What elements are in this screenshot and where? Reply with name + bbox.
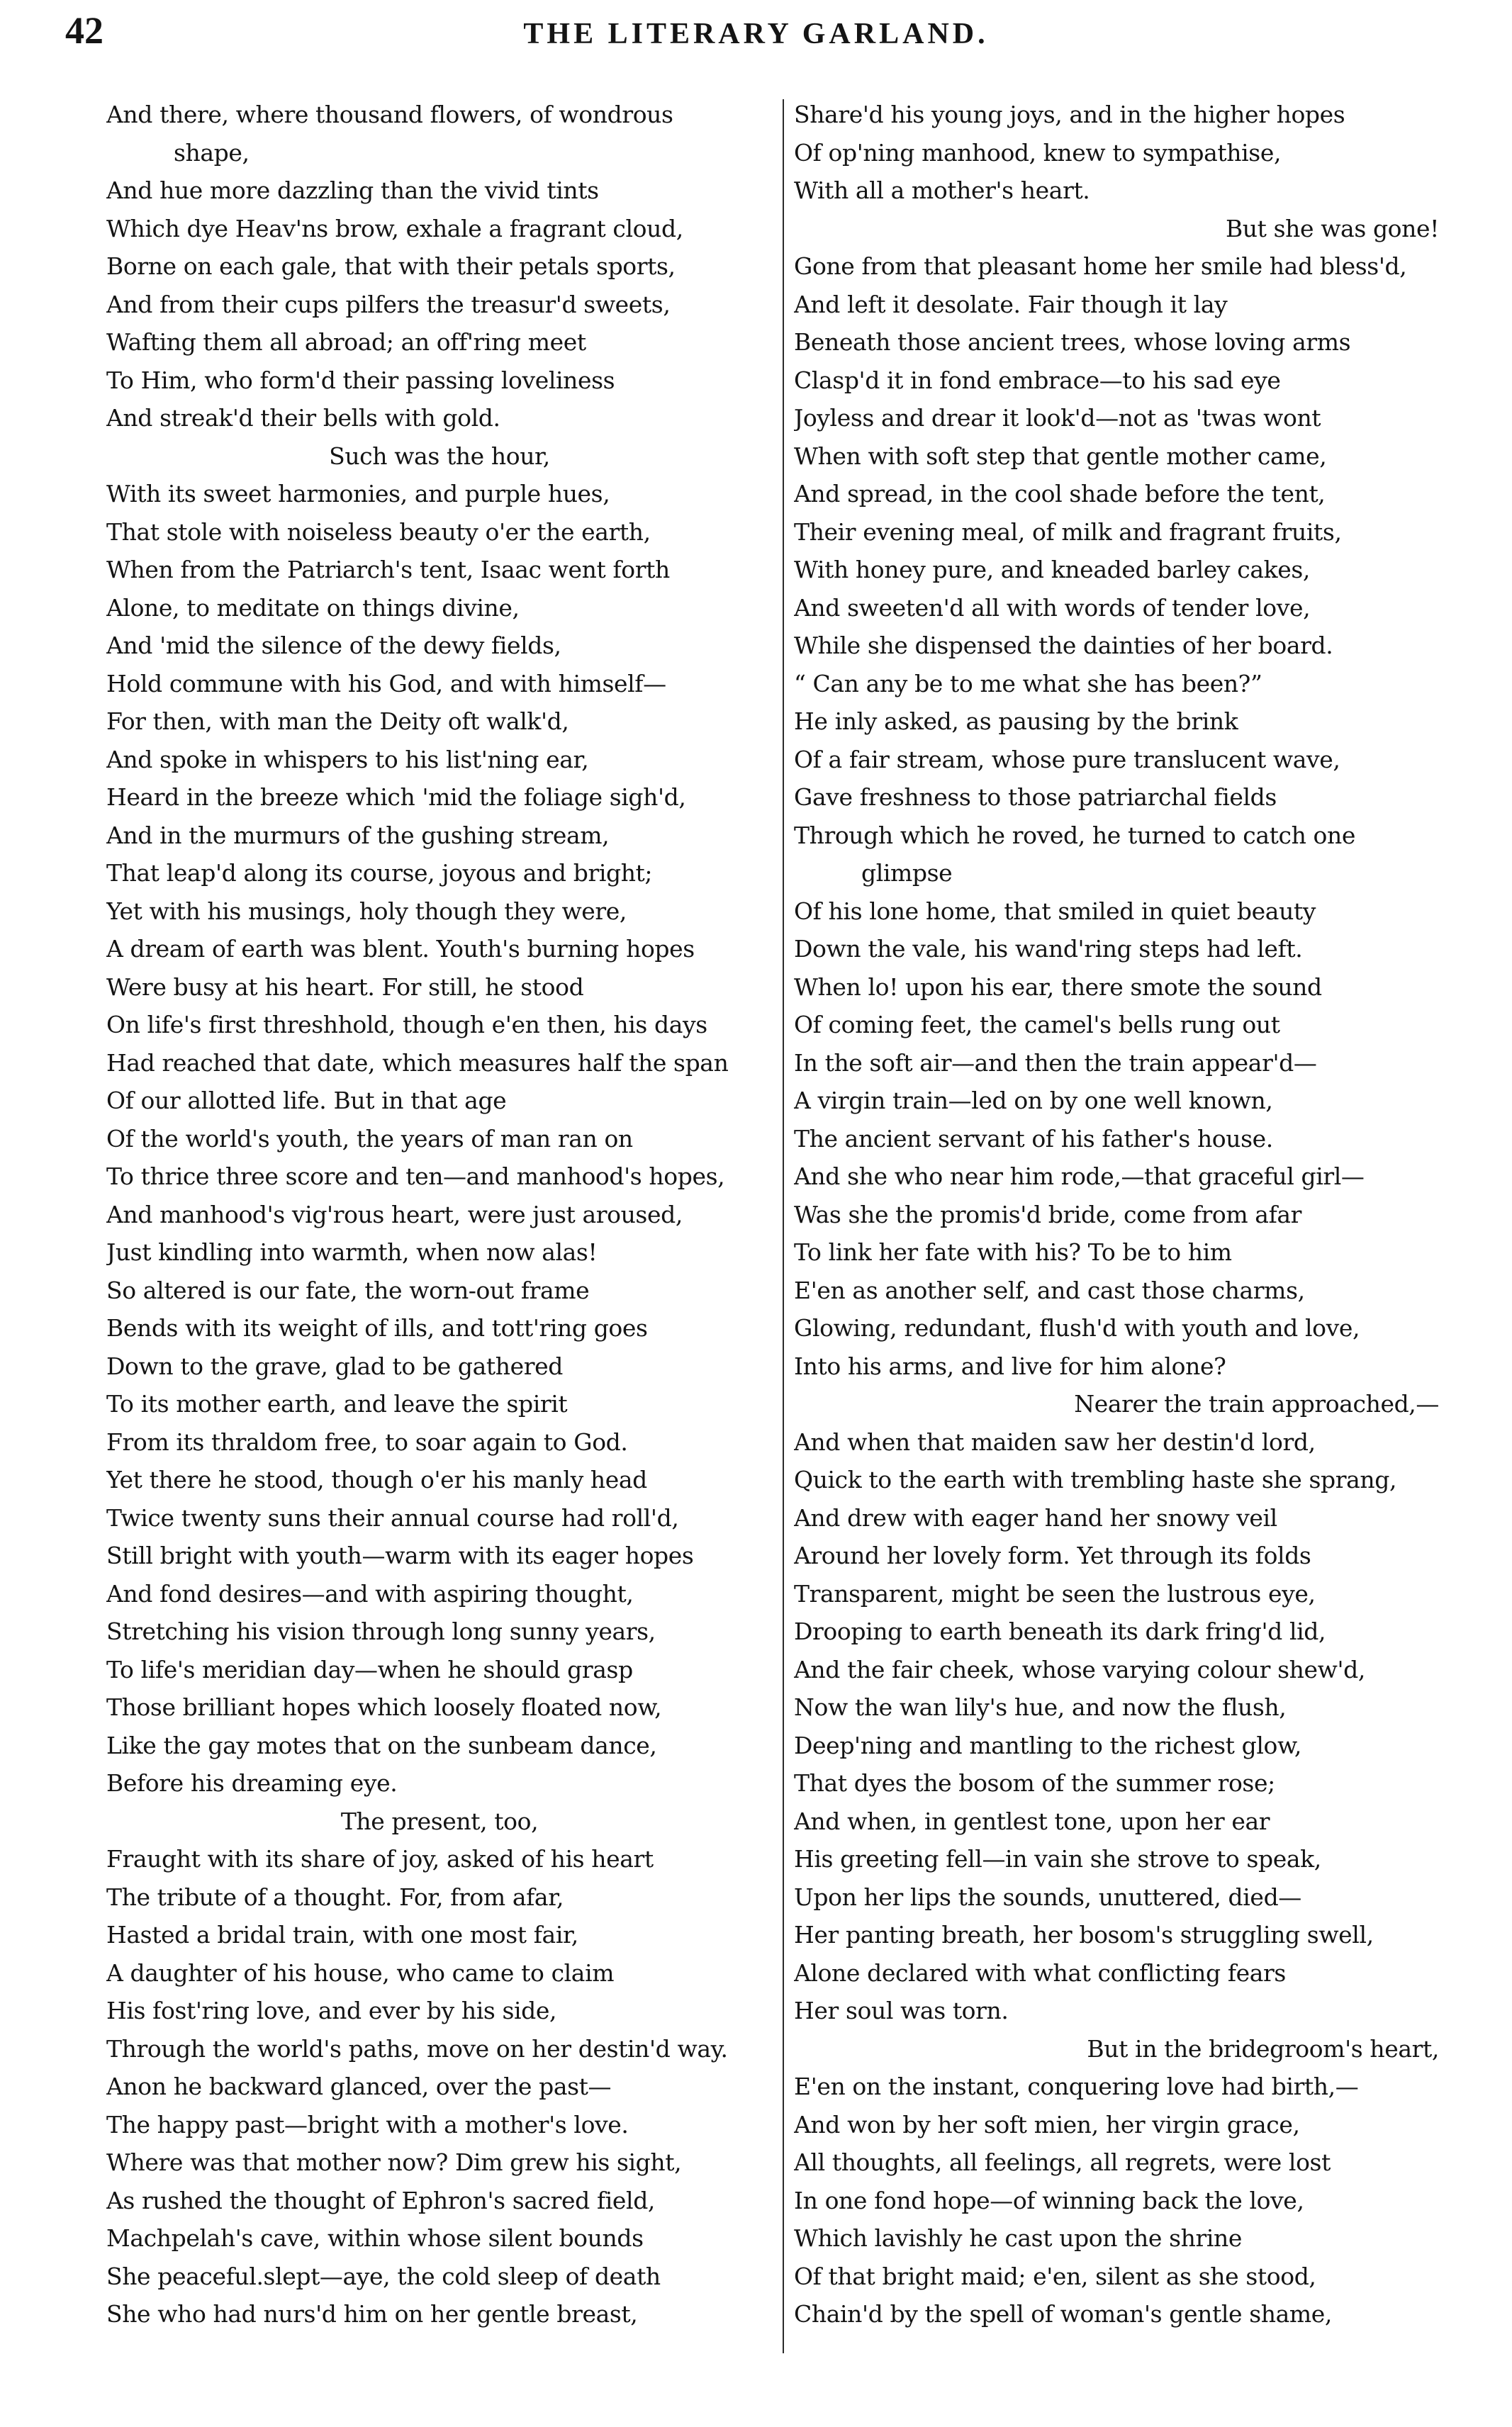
verse-line: Fraught with its share of joy, asked of his heart bbox=[106, 1845, 654, 1873]
verse-line: To life's meridian day—when he should grasp bbox=[106, 1655, 633, 1683]
verse-line: To link her fate with his? To be to him bbox=[794, 1238, 1232, 1266]
verse-line: And there, where thousand flowers, of wondrous bbox=[106, 101, 673, 128]
verse-line: And won by her soft mien, her virgin grace, bbox=[794, 2110, 1300, 2139]
verse-line: Was she the promis'd bride, come from afar bbox=[794, 1200, 1302, 1228]
verse-line: Anon he backward glanced, over the past— bbox=[106, 2073, 612, 2100]
verse-line: Yet with his musings, holy though they were, bbox=[106, 897, 627, 925]
verse-line: Transparent, might be seen the lustrous eye, bbox=[794, 1579, 1316, 1608]
verse-line: All thoughts, all feelings, all regrets, were lost bbox=[794, 2148, 1331, 2176]
verse-line: Such was the hour, bbox=[329, 442, 550, 470]
verse-line: But in the bridegroom's heart, bbox=[1087, 2034, 1439, 2063]
verse-line: And when, in gentlest tone, upon her ear bbox=[794, 1807, 1270, 1835]
verse-line: shape, bbox=[174, 138, 250, 167]
verse-line: And spoke in whispers to his list'ning ear, bbox=[106, 745, 589, 773]
verse-line: Machpelah's cave, within whose silent bounds bbox=[106, 2224, 644, 2252]
verse-line: Glowing, redundant, flush'd with youth and love, bbox=[794, 1314, 1360, 1342]
verse-line: When with soft step that gentle mother came, bbox=[794, 442, 1327, 470]
verse-line: Share'd his young joys, and in the higher hopes bbox=[794, 101, 1345, 128]
verse-line: Alone declared with what conflicting fears bbox=[794, 1958, 1286, 1987]
verse-line: Of the world's youth, the years of man ran on bbox=[106, 1124, 633, 1153]
verse-line: Of his lone home, that smiled in quiet beauty bbox=[794, 897, 1316, 925]
verse-line: Where was that mother now? Dim grew his sight, bbox=[106, 2148, 682, 2176]
verse-line: Those brilliant hopes which loosely floated now, bbox=[106, 1693, 662, 1721]
verse-line: In the soft air—and then the train appear'd— bbox=[794, 1048, 1317, 1077]
verse-line: The tribute of a thought. For, from afar, bbox=[106, 1883, 564, 1911]
verse-line: Their evening meal, of milk and fragrant fruits, bbox=[794, 517, 1342, 546]
verse-line: Drooping to earth beneath its dark fring'd lid, bbox=[794, 1618, 1326, 1645]
verse-line: Gave freshness to those patriarchal fields bbox=[794, 783, 1277, 811]
verse-line: Down the vale, his wand'ring steps had left. bbox=[794, 935, 1303, 963]
verse-line: With all a mother's heart. bbox=[794, 176, 1090, 204]
verse-line: Had reached that date, which measures half the span bbox=[106, 1048, 729, 1077]
verse-line: Of that bright maid; e'en, silent as she stood, bbox=[794, 2262, 1316, 2290]
verse-line: To its mother earth, and leave the spirit bbox=[106, 1390, 568, 1418]
verse-line: Of our allotted life. But in that age bbox=[106, 1087, 507, 1114]
verse-line: With honey pure, and kneaded barley cakes, bbox=[794, 556, 1310, 583]
verse-line: That stole with noiseless beauty o'er the earth, bbox=[106, 517, 651, 546]
verse-line: When lo! upon his ear, there smote the sound bbox=[794, 973, 1322, 1001]
verse-line: Nearer the train approached,— bbox=[1074, 1390, 1439, 1418]
verse-line: And fond desires—and with aspiring thought, bbox=[106, 1579, 634, 1608]
verse-line: Her soul was torn. bbox=[794, 1997, 1009, 2024]
verse-line: Before his dreaming eye. bbox=[106, 1769, 398, 1797]
verse-line: Were busy at his heart. For still, he stood bbox=[106, 973, 584, 1001]
verse-line: Borne on each gale, that with their petals sports, bbox=[106, 252, 676, 280]
verse-line: And streak'd their bells with gold. bbox=[106, 404, 500, 432]
verse-line: Joyless and drear it look'd—not as 'twas wont bbox=[794, 404, 1321, 432]
verse-line: Now the wan lily's hue, and now the flush, bbox=[794, 1693, 1287, 1721]
verse-line: And manhood's vig'rous heart, were just aroused, bbox=[106, 1200, 683, 1228]
verse-line: Her panting breath, her bosom's struggling swell, bbox=[794, 1921, 1374, 1949]
verse-line: And when that maiden saw her destin'd lord, bbox=[794, 1428, 1316, 1456]
verse-line: A virgin train—led on by one well known, bbox=[794, 1087, 1273, 1114]
verse-line: And hue more dazzling than the vivid tints bbox=[106, 176, 599, 204]
verse-line: To thrice three score and ten—and manhood's hopes, bbox=[106, 1162, 725, 1190]
verse-line: “ Can any be to me what she has been?” bbox=[794, 669, 1262, 697]
verse-line: Of op'ning manhood, knew to sympathise, bbox=[794, 138, 1282, 167]
verse-line: And spread, in the cool shade before the tent, bbox=[794, 480, 1326, 508]
verse-line: Upon her lips the sounds, unuttered, died— bbox=[794, 1883, 1301, 1911]
verse-line: Wafting them all abroad; an off'ring meet bbox=[106, 328, 586, 356]
verse-line: From its thraldom free, to soar again to God. bbox=[106, 1428, 628, 1456]
left-column bbox=[106, 96, 773, 2333]
running-title: THE LITERARY GARLAND. bbox=[523, 18, 989, 50]
verse-line: Quick to the earth with trembling haste she sprang, bbox=[794, 1466, 1397, 1493]
verse-line: Alone, to meditate on things divine, bbox=[106, 593, 520, 622]
verse-line: And sweeten'd all with words of tender love, bbox=[794, 593, 1311, 622]
verse-line: And left it desolate. Fair though it lay bbox=[794, 290, 1228, 318]
verse-line: But she was gone! bbox=[1225, 214, 1439, 242]
verse-line: Into his arms, and live for him alone? bbox=[794, 1352, 1226, 1380]
verse-line: glimpse bbox=[861, 859, 953, 887]
verse-line: E'en as another self, and cast those charms, bbox=[794, 1276, 1305, 1304]
verse-line: Stretching his vision through long sunny years, bbox=[106, 1618, 656, 1645]
verse-line: So altered is our fate, the worn-out frame bbox=[106, 1276, 590, 1304]
verse-line: That dyes the bosom of the summer rose; bbox=[794, 1769, 1275, 1797]
verse-line: Like the gay motes that on the sunbeam dance, bbox=[106, 1731, 657, 1759]
verse-line: Which lavishly he cast upon the shrine bbox=[794, 2224, 1242, 2252]
verse-line: That leap'd along its course, joyous and bright; bbox=[106, 859, 653, 887]
verse-line: A daughter of his house, who came to claim bbox=[106, 1958, 615, 1987]
verse-line: Through which he roved, he turned to catch one bbox=[794, 821, 1355, 849]
verse-line: Yet there he stood, though o'er his manly head bbox=[106, 1466, 647, 1493]
verse-line: Of coming feet, the camel's bells rung out bbox=[794, 1011, 1280, 1038]
verse-line: She who had nurs'd him on her gentle breast, bbox=[106, 2300, 638, 2328]
verse-line: While she dispensed the dainties of her board. bbox=[794, 632, 1333, 659]
page-header bbox=[0, 0, 1512, 85]
verse-line: E'en on the instant, conquering love had birth,— bbox=[794, 2073, 1359, 2100]
verse-line: And 'mid the silence of the dewy fields, bbox=[106, 632, 561, 659]
verse-line: As rushed the thought of Ephron's sacred field, bbox=[106, 2186, 656, 2214]
verse-line: The ancient servant of his father's house. bbox=[794, 1124, 1273, 1153]
verse-line: His greeting fell—in vain she strove to speak, bbox=[794, 1845, 1321, 1873]
verse-line: For then, with man the Deity oft walk'd, bbox=[106, 707, 569, 735]
verse-line: And from their cups pilfers the treasur'd sweets, bbox=[106, 290, 671, 318]
verse-line: Beneath those ancient trees, whose loving arms bbox=[794, 328, 1351, 356]
right-column bbox=[794, 96, 1467, 2333]
verse-line: Clasp'd it in fond embrace—to his sad eye bbox=[794, 366, 1281, 394]
verse-line: Through the world's paths, move on her destin'd way. bbox=[106, 2034, 728, 2063]
verse-line: And she who near him rode,—that graceful girl— bbox=[794, 1162, 1365, 1190]
verse-line: And in the murmurs of the gushing stream, bbox=[106, 821, 610, 849]
verse-line: A dream of earth was blent. Youth's burning hopes bbox=[106, 935, 695, 963]
verse-line: Which dye Heav'ns brow, exhale a fragrant cloud, bbox=[106, 214, 683, 242]
verse-line: Hold commune with his God, and with himself— bbox=[106, 669, 666, 697]
column-divider bbox=[783, 99, 784, 2353]
verse-line: The present, too, bbox=[340, 1807, 539, 1835]
verse-line: Heard in the breeze which 'mid the foliage sigh'd, bbox=[106, 783, 686, 811]
verse-line: Down to the grave, glad to be gathered bbox=[106, 1352, 563, 1380]
verse-line: Twice twenty suns their annual course had roll'd, bbox=[106, 1503, 679, 1532]
verse-line: With its sweet harmonies, and purple hues, bbox=[106, 480, 610, 508]
verse-line: He inly asked, as pausing by the brink bbox=[794, 707, 1238, 735]
verse-line: His fost'ring love, and ever by his side, bbox=[106, 1997, 557, 2024]
verse-line: Gone from that pleasant home her smile had bless'd, bbox=[794, 252, 1407, 280]
verse-line: Hasted a bridal train, with one most fair, bbox=[106, 1921, 578, 1949]
verse-line: Chain'd by the spell of woman's gentle shame, bbox=[794, 2300, 1332, 2328]
verse-line: Of a fair stream, whose pure translucent wave, bbox=[794, 745, 1340, 773]
page-number: 42 bbox=[65, 9, 103, 52]
verse-line: In one fond hope—of winning back the love, bbox=[794, 2186, 1304, 2214]
verse-line: Just kindling into warmth, when now alas! bbox=[106, 1238, 598, 1266]
verse-line: The happy past—bright with a mother's love. bbox=[106, 2110, 629, 2139]
verse-line: To Him, who form'd their passing loveliness bbox=[106, 366, 615, 394]
verse-line: Bends with its weight of ills, and tott'ring goes bbox=[106, 1314, 648, 1342]
verse-line: Around her lovely form. Yet through its folds bbox=[794, 1542, 1311, 1569]
verse-line: And drew with eager hand her snowy veil bbox=[794, 1503, 1277, 1532]
verse-line: And the fair cheek, whose varying colour shew'd, bbox=[794, 1655, 1365, 1683]
verse-line: When from the Patriarch's tent, Isaac went forth bbox=[106, 556, 670, 583]
verse-line: She peaceful.slept—aye, the cold sleep of death bbox=[106, 2262, 661, 2290]
verse-line: Still bright with youth—warm with its eager hopes bbox=[106, 1542, 694, 1569]
verse-line: On life's first threshhold, though e'en then, his days bbox=[106, 1011, 707, 1038]
verse-line: Deep'ning and mantling to the richest glow, bbox=[794, 1731, 1301, 1759]
